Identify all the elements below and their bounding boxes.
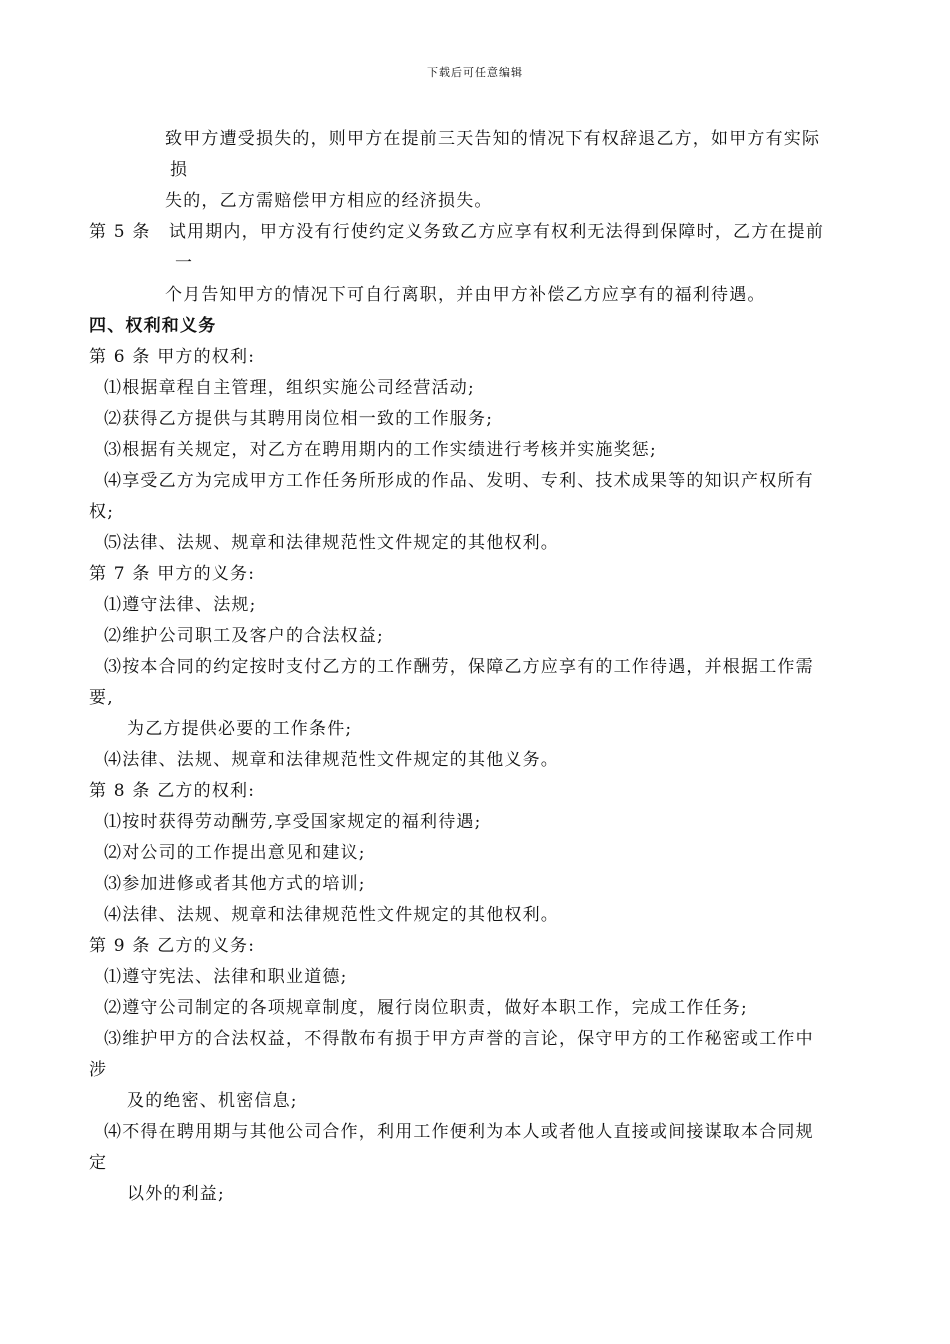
list-item: ⑶维护甲方的合法权益，不得散布有损于甲方声誉的言论，保守甲方的工作秘密或工作中 <box>104 1029 814 1049</box>
list-item: ⑷法律、法规、规章和法律规范性文件规定的其他权利。 <box>104 905 559 925</box>
article-7-heading: 第 7 条 甲方的义务: <box>89 564 256 584</box>
list-item: ⑷法律、法规、规章和法律规范性文件规定的其他义务。 <box>104 750 559 770</box>
article-9-heading: 第 9 条 乙方的义务: <box>89 936 256 956</box>
paragraph-line: 涉 <box>89 1060 108 1080</box>
list-item: ⑴根据章程自主管理，组织实施公司经营活动; <box>104 378 475 398</box>
paragraph-line: 定 <box>89 1153 108 1173</box>
list-item: ⑴按时获得劳动酬劳,享受国家规定的福利待遇; <box>104 812 482 832</box>
page-header-note: 下载后可任意编辑 <box>427 66 523 79</box>
paragraph-line: 为乙方提供必要的工作条件; <box>127 719 353 739</box>
list-item: ⑶按本合同的约定按时支付乙方的工作酬劳，保障乙方应享有的工作待遇，并根据工作需 <box>104 657 814 677</box>
list-item: ⑵对公司的工作提出意见和建议; <box>104 843 366 863</box>
paragraph-line: 失的，乙方需赔偿甲方相应的经济损失。 <box>165 191 493 211</box>
list-item: ⑶根据有关规定，对乙方在聘用期内的工作实绩进行考核并实施奖惩; <box>104 440 657 460</box>
article-8-heading: 第 8 条 乙方的权利: <box>89 781 256 801</box>
list-item: ⑵获得乙方提供与其聘用岗位相一致的工作服务; <box>104 409 494 429</box>
section-heading: 四、权利和义务 <box>89 316 217 336</box>
paragraph-line: 损 <box>170 160 189 180</box>
paragraph-line: 致甲方遭受损失的，则甲方在提前三天告知的情况下有权辞退乙方，如甲方有实际 <box>165 129 821 149</box>
paragraph-line: 要, <box>89 688 114 708</box>
list-item: ⑷享受乙方为完成甲方工作任务所形成的作品、发明、专利、技术成果等的知识产权所有 <box>104 471 814 491</box>
list-item: ⑶参加进修或者其他方式的培训; <box>104 874 366 894</box>
list-item: ⑴遵守宪法、法律和职业道德; <box>104 967 348 987</box>
paragraph-line: 一 <box>175 253 194 273</box>
list-item: ⑵维护公司职工及客户的合法权益; <box>104 626 384 646</box>
list-item: ⑴遵守法律、法规; <box>104 595 257 615</box>
list-item: ⑸法律、法规、规章和法律规范性文件规定的其他权利。 <box>104 533 559 553</box>
paragraph-line: 及的绝密、机密信息; <box>127 1091 298 1111</box>
paragraph-line: 个月告知甲方的情况下可自行离职，并由甲方补偿乙方应享有的福利待遇。 <box>165 285 766 305</box>
article-5-line: 第 5 条 试用期内，甲方没有行使约定义务致乙方应享有权利无法得到保障时，乙方在提前 <box>89 222 825 242</box>
article-6-heading: 第 6 条 甲方的权利: <box>89 347 256 367</box>
paragraph-line: 权; <box>89 502 115 522</box>
list-item: ⑵遵守公司制定的各项规章制度，履行岗位职责，做好本职工作，完成工作任务; <box>104 998 748 1018</box>
list-item: ⑷不得在聘用期与其他公司合作，利用工作便利为本人或者他人直接或间接谋取本合同规 <box>104 1122 814 1142</box>
paragraph-line: 以外的利益; <box>127 1184 225 1204</box>
